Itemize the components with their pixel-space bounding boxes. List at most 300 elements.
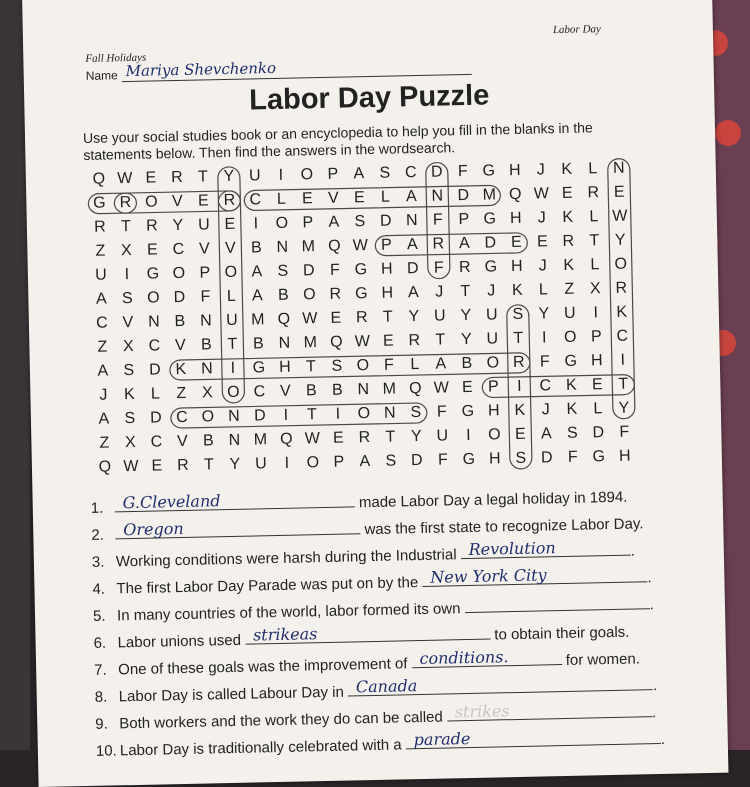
wordsearch-letter[interactable]: O [201, 408, 215, 426]
wordsearch-letter[interactable]: Y [229, 455, 241, 473]
wordsearch-letter[interactable]: G [484, 258, 498, 276]
wordsearch-letter[interactable]: G [483, 210, 497, 228]
wordsearch-letter[interactable]: O [563, 328, 577, 346]
handwritten-answer: parade [413, 729, 471, 750]
wordsearch-letter[interactable]: W [304, 430, 321, 448]
wordsearch-letter[interactable]: P [327, 165, 339, 183]
wordsearch-letter[interactable]: R [587, 184, 600, 202]
wordsearch-letter[interactable]: R [458, 258, 471, 277]
wordsearch-letter[interactable]: K [563, 256, 575, 274]
wordsearch-letter[interactable]: H [508, 161, 521, 180]
wordsearch-letter[interactable]: D [457, 186, 470, 205]
wordsearch-letter[interactable]: F [432, 211, 443, 229]
wordsearch-letter[interactable]: S [410, 403, 422, 422]
wordsearch-letter[interactable]: E [510, 233, 522, 252]
wordsearch-letter[interactable]: N [612, 159, 625, 177]
wordsearch-letter[interactable]: H [590, 352, 603, 370]
wordsearch-letter[interactable]: J [487, 282, 496, 300]
wordsearch-letter[interactable]: P [380, 236, 392, 254]
wordsearch-letter[interactable]: V [198, 240, 210, 258]
handwritten-answer: Canada [355, 676, 418, 697]
wordsearch-letter[interactable]: I [283, 406, 289, 424]
wordsearch-letter[interactable]: F [567, 448, 578, 466]
wordsearch-letter[interactable]: O [144, 193, 158, 211]
wordsearch-letter[interactable]: T [120, 218, 131, 236]
series-label: Fall Holidays [85, 51, 147, 65]
wordsearch-letter[interactable]: Q [92, 170, 106, 188]
question-text: In many countries of the world, labor formed its own [116, 600, 465, 625]
wordsearch-letter[interactable]: W [533, 185, 550, 203]
wordsearch-letter[interactable]: A [251, 263, 263, 281]
wordsearch-letter[interactable]: S [277, 262, 289, 280]
wordsearch-letter[interactable]: T [435, 331, 446, 349]
wordsearch-letter[interactable]: Z [176, 384, 187, 403]
wordsearch-letter[interactable]: M [482, 186, 497, 204]
wordsearch-letter[interactable]: F [539, 353, 550, 371]
wordsearch-letter[interactable]: W [302, 310, 318, 328]
wordsearch-letter[interactable]: B [252, 335, 264, 353]
wordsearch-letter[interactable]: T [460, 282, 471, 301]
wordsearch-letter[interactable]: H [510, 257, 523, 276]
wordsearch-letter[interactable]: L [593, 400, 603, 418]
wordsearch-letter[interactable]: B [331, 381, 343, 399]
wordsearch-letter[interactable]: N [147, 313, 160, 331]
wordsearch-letter[interactable]: C [249, 191, 262, 209]
wordsearch-letter[interactable]: U [486, 330, 499, 348]
wordsearch-letter[interactable]: O [146, 289, 160, 307]
wordsearch-letter[interactable]: F [437, 451, 448, 469]
wordsearch-letter[interactable]: G [482, 162, 496, 180]
wordsearch-letter[interactable]: A [98, 410, 110, 428]
wordsearch-letter[interactable]: W [117, 169, 133, 188]
wordsearch-letter[interactable]: J [541, 401, 551, 419]
wordsearch-letter[interactable]: V [327, 189, 339, 207]
wordsearch-letter[interactable]: V [176, 432, 188, 451]
wordsearch-letter[interactable]: W [612, 207, 628, 225]
question-text: . [630, 542, 636, 560]
wordsearch-letter[interactable]: X [201, 384, 213, 402]
wordsearch-letter[interactable]: H [509, 209, 522, 228]
wordsearch-letter[interactable]: L [226, 287, 237, 305]
wordsearch-letter[interactable]: T [197, 168, 208, 186]
wordsearch-letter[interactable]: I [465, 426, 471, 445]
wordsearch-letter[interactable]: X [589, 280, 601, 298]
wordsearch-letter[interactable]: I [278, 166, 284, 184]
wordsearch-letter[interactable]: U [94, 266, 107, 284]
wordsearch-letter[interactable]: C [616, 327, 629, 345]
wordsearch-letter[interactable]: I [516, 377, 522, 395]
wordsearch-letter[interactable]: E [301, 190, 313, 208]
wordsearch-letter[interactable]: N [200, 360, 213, 378]
wordsearch-letter[interactable]: S [124, 409, 136, 428]
wordsearch-letter[interactable]: G [354, 261, 368, 279]
wordsearch-letter[interactable]: A [353, 165, 365, 183]
wordsearch-letter[interactable]: E [151, 457, 163, 475]
answer-blank[interactable] [411, 648, 561, 668]
wordsearch-letter[interactable]: G [252, 359, 266, 377]
wordsearch-letter[interactable]: F [383, 356, 394, 374]
wordsearch-letter[interactable]: U [485, 306, 498, 324]
wordsearch-letter[interactable]: A [251, 287, 263, 305]
wordsearch-grid [86, 156, 683, 488]
wordsearch-letter[interactable]: R [408, 331, 421, 350]
wordsearch-letter[interactable]: B [202, 432, 214, 450]
wordsearch-letter[interactable]: D [540, 449, 553, 467]
answer-blank[interactable] [115, 490, 355, 512]
wordsearch-letter[interactable]: N [357, 381, 370, 399]
wordsearch-letter[interactable]: D [302, 262, 315, 280]
wordsearch-letter[interactable]: B [305, 382, 317, 400]
wordsearch-letter[interactable]: S [331, 357, 343, 375]
wordsearch-letter[interactable]: E [613, 183, 625, 201]
wordsearch-letter[interactable]: R [329, 285, 342, 303]
wordsearch-letter[interactable]: I [335, 405, 341, 423]
wordsearch-letter[interactable]: Q [98, 458, 112, 476]
wordsearch-letter[interactable]: O [357, 405, 371, 423]
wordsearch-letter[interactable]: Q [279, 430, 293, 448]
question-number: 5. [92, 607, 106, 625]
wordsearch-letter[interactable]: O [226, 383, 240, 402]
wordsearch-letter[interactable]: U [248, 167, 261, 185]
wordsearch-letter[interactable]: T [513, 329, 524, 348]
wordsearch-letter[interactable]: O [302, 286, 316, 304]
question-text: Labor Day is called Labour Day in [118, 683, 349, 706]
answer-blank[interactable] [406, 727, 661, 749]
wordsearch-letter[interactable]: S [354, 213, 366, 231]
wordsearch-letter[interactable]: V [171, 192, 183, 211]
wordsearch-letter[interactable]: I [253, 215, 259, 233]
wordsearch-letter[interactable]: F [436, 403, 447, 421]
wordsearch-letter[interactable]: C [539, 377, 552, 395]
wordsearch-letter[interactable]: R [355, 309, 368, 327]
wordsearch-letter[interactable]: W [354, 333, 371, 351]
wordsearch-letter[interactable]: A [328, 213, 340, 231]
wordsearch-letter[interactable]: Y [460, 330, 472, 349]
wordsearch-letter[interactable]: I [593, 304, 599, 322]
wordsearch-letter[interactable]: Y [172, 216, 184, 235]
wordsearch-letter[interactable]: B [250, 239, 262, 257]
wordsearch-letter[interactable]: K [123, 385, 135, 404]
wordsearch-letter[interactable]: R [615, 279, 628, 297]
wordsearch-letter[interactable]: C [150, 433, 163, 451]
wordsearch-letter[interactable]: V [122, 313, 134, 332]
wordsearch-letter[interactable]: W [352, 237, 369, 255]
wordsearch-letter[interactable]: T [305, 358, 316, 376]
wordsearch-letter[interactable]: L [538, 281, 548, 299]
pencil-circle [114, 193, 136, 213]
wordsearch-letter[interactable]: G [461, 402, 475, 421]
wordsearch-letter[interactable]: R [93, 218, 106, 236]
wordsearch-letter[interactable]: D [379, 212, 392, 230]
wordsearch-letter[interactable]: G [146, 265, 160, 283]
wordsearch-letter[interactable]: R [223, 191, 236, 210]
wordsearch-letter[interactable]: Z [95, 242, 106, 260]
wordsearch-letter[interactable]: D [253, 407, 266, 425]
wordsearch-letter[interactable]: R [170, 168, 183, 187]
wordsearch-letter[interactable]: R [562, 232, 575, 250]
wordsearch-letter[interactable]: A [359, 453, 371, 471]
wordsearch-letter[interactable]: E [536, 233, 548, 251]
wordsearch-letter[interactable]: T [385, 428, 396, 446]
wordsearch-letter[interactable]: A [405, 188, 417, 206]
wordsearch-letter[interactable]: J [536, 161, 545, 179]
wordsearch-letter[interactable]: Z [97, 338, 108, 356]
wordsearch-letter[interactable]: C [175, 408, 188, 427]
wordsearch-letter[interactable]: P [333, 453, 345, 471]
wordsearch-letter[interactable]: J [435, 283, 444, 301]
question-number: 3. [91, 553, 105, 571]
wordsearch-letter[interactable]: N [276, 238, 289, 256]
wordsearch-letter[interactable]: D [149, 409, 162, 427]
wordsearch-letter[interactable]: Z [99, 434, 110, 452]
wordsearch-letter[interactable]: L [589, 208, 599, 226]
wordsearch-letter[interactable]: Y [408, 307, 420, 326]
wordsearch-letter[interactable]: E [332, 429, 344, 447]
wordsearch-letter[interactable]: K [514, 401, 526, 420]
question-text: was the first state to recognize Labor Day. [360, 515, 644, 539]
question-text: for women. [561, 650, 641, 670]
wordsearch-letter[interactable]: U [436, 427, 449, 445]
wordsearch-letter[interactable]: X [122, 337, 134, 356]
wordsearch-letter[interactable]: E [224, 215, 236, 234]
wordsearch-letter[interactable]: A [407, 283, 419, 302]
wordsearch-letter[interactable]: U [197, 216, 210, 234]
wordsearch-letter[interactable]: R [432, 235, 445, 253]
wordsearch-letter[interactable]: R [145, 217, 158, 235]
wordsearch-letter[interactable]: L [380, 188, 390, 206]
wordsearch-letter[interactable]: M [382, 380, 397, 398]
wordsearch-letter[interactable]: K [566, 400, 578, 418]
wordsearch-letter[interactable]: G [354, 285, 368, 303]
wordsearch-letter[interactable]: N [431, 187, 444, 205]
wordsearch-letter[interactable]: Q [329, 333, 343, 351]
wordsearch-letter[interactable]: I [284, 454, 290, 472]
wordsearch-letter[interactable]: Y [618, 399, 630, 417]
wordsearch-letter[interactable]: I [124, 266, 130, 284]
wordsearch-letter[interactable]: Y [538, 305, 550, 323]
wordsearch-letter[interactable]: A [406, 235, 418, 254]
wordsearch-letter[interactable]: R [119, 193, 132, 212]
wordsearch-letter[interactable]: A [95, 290, 107, 308]
wordsearch-letter[interactable]: L [150, 385, 161, 403]
wordsearch-letter[interactable]: X [120, 241, 132, 260]
wordsearch-letter[interactable]: I [620, 351, 626, 369]
wordsearch-letter[interactable]: H [488, 450, 501, 468]
wordsearch-letter[interactable]: P [590, 328, 602, 346]
wordsearch-letter[interactable]: T [306, 406, 317, 424]
wordsearch-letter[interactable]: G [462, 450, 476, 469]
answer-blank[interactable] [348, 673, 653, 696]
wordsearch-letter[interactable]: E [591, 376, 603, 394]
wordsearch-letter[interactable]: E [330, 309, 342, 327]
wordsearch-letter[interactable]: W [433, 379, 450, 397]
answer-blank[interactable] [447, 700, 652, 721]
wordsearch-letter[interactable]: K [511, 281, 523, 300]
wordsearch-letter[interactable]: D [406, 259, 419, 278]
wordsearch-letter[interactable]: E [353, 189, 365, 207]
wordsearch-letter[interactable]: L [590, 256, 600, 274]
wordsearch-letter[interactable]: O [300, 166, 314, 184]
wordsearch-letter[interactable]: L [588, 160, 598, 178]
wordsearch-letter[interactable]: G [564, 352, 578, 370]
wordsearch-letter[interactable]: N [383, 404, 396, 422]
question-text: Working conditions were harsh during the Industrial [115, 546, 461, 571]
wordsearch-letter[interactable]: H [381, 284, 394, 302]
wordsearch-letter[interactable]: Z [564, 280, 575, 298]
wordsearch-letter[interactable]: Q [408, 379, 422, 398]
wordsearch-letter[interactable]: O [486, 354, 500, 372]
wordsearch-letter[interactable]: E [461, 378, 473, 397]
wordsearch-letter[interactable]: E [145, 169, 157, 187]
wordsearch-letter[interactable]: H [618, 447, 631, 465]
wordsearch-letter[interactable]: J [99, 386, 108, 404]
wordsearch-letter[interactable]: O [172, 264, 186, 283]
answer-blank[interactable] [460, 539, 630, 560]
wordsearch-letter[interactable]: D [173, 288, 186, 307]
wordsearch-letter[interactable]: V [279, 382, 291, 400]
wordsearch-letter[interactable]: W [123, 457, 139, 476]
wordsearch-letter[interactable]: P [487, 378, 499, 396]
wordsearch-letter[interactable]: O [275, 214, 289, 232]
wordsearch-letter[interactable]: U [225, 311, 238, 330]
wordsearch-letter[interactable]: S [385, 452, 397, 470]
wordsearch-letter[interactable]: K [175, 360, 187, 379]
wordsearch-letter[interactable]: M [303, 334, 318, 352]
wordsearch-letter[interactable]: C [253, 383, 266, 401]
wordsearch-letter[interactable]: E [197, 192, 209, 210]
wordsearch-letter[interactable]: A [97, 362, 109, 380]
wordsearch-letter[interactable]: O [306, 454, 320, 472]
wordsearch-letter[interactable]: H [380, 260, 393, 278]
wordsearch-letter[interactable]: B [461, 354, 473, 373]
wordsearch-letter[interactable]: F [457, 162, 468, 181]
wordsearch-letter[interactable]: F [200, 288, 211, 306]
answer-blank[interactable] [422, 565, 647, 587]
background-dot [715, 120, 741, 146]
wordsearch-letter[interactable]: P [458, 210, 470, 229]
wordsearch-letter[interactable]: C [172, 240, 185, 259]
wordsearch-letter[interactable]: T [589, 232, 600, 250]
wordsearch-letter[interactable]: C [95, 314, 108, 332]
question-number: 10. [95, 742, 117, 760]
wordsearch-letter[interactable]: F [433, 259, 444, 277]
wordsearch-letter[interactable]: H [487, 402, 500, 420]
wordsearch-letter[interactable]: O [356, 357, 370, 375]
wordsearch-letter[interactable]: C [404, 164, 417, 182]
wordsearch-letter[interactable]: A [435, 355, 447, 373]
wordsearch-letter[interactable]: D [430, 163, 443, 181]
wordsearch-letter[interactable]: D [410, 451, 423, 470]
wordsearch-letter[interactable]: P [199, 264, 211, 282]
wordsearch-letter[interactable]: L [410, 355, 420, 374]
wordsearch-letter[interactable]: M [301, 238, 316, 256]
wordsearch-letter[interactable]: J [537, 209, 546, 227]
wordsearch-letter[interactable]: M [253, 431, 268, 449]
wordsearch-letter[interactable]: H [278, 358, 291, 376]
wordsearch-letter[interactable]: V [224, 239, 236, 258]
wordsearch-letter[interactable]: I [541, 329, 547, 347]
wordsearch-letter[interactable]: K [565, 376, 577, 394]
wordsearch-letter[interactable]: R [176, 456, 189, 475]
wordsearch-letter[interactable]: C [148, 337, 161, 355]
wordsearch-letter[interactable]: X [124, 433, 136, 452]
wordsearch-letter[interactable]: S [121, 289, 133, 308]
question-text: Both workers and the work they do can be called [119, 708, 448, 733]
wordsearch-letter[interactable]: T [382, 308, 393, 326]
wordsearch-letter[interactable]: E [146, 241, 158, 259]
wordsearch-letter[interactable]: N [228, 431, 241, 449]
wordsearch-letter[interactable]: K [616, 303, 628, 321]
wordsearch-letter[interactable]: A [540, 425, 552, 443]
wordsearch-letter[interactable]: F [619, 423, 630, 441]
wordsearch-letter[interactable]: L [276, 190, 286, 208]
wordsearch-letter[interactable]: U [563, 304, 576, 322]
wordsearch-letter[interactable]: O [614, 255, 628, 273]
wordsearch-letter[interactable]: B [200, 336, 212, 354]
wordsearch-letter[interactable]: S [512, 305, 524, 324]
wordsearch-letter[interactable]: T [618, 375, 629, 393]
wordsearch-letter[interactable]: Y [223, 167, 235, 186]
wordsearch-letter[interactable]: Y [614, 231, 626, 249]
wordsearch-letter[interactable]: R [512, 353, 525, 372]
wordsearch-letter[interactable]: Y [460, 306, 472, 325]
wordsearch-letter[interactable]: N [227, 407, 240, 426]
wordsearch-letter[interactable]: M [251, 311, 265, 329]
wordsearch-letter[interactable]: G [592, 448, 606, 466]
wordsearch-letter[interactable]: I [230, 359, 236, 377]
answer-blank[interactable] [245, 623, 490, 645]
wordsearch-letter[interactable]: N [199, 312, 212, 330]
wordsearch-letter[interactable]: G [92, 194, 106, 212]
wordsearch-letter[interactable]: U [254, 455, 267, 473]
wordsearch-letter[interactable]: N [405, 211, 418, 230]
wordsearch-letter[interactable]: A [458, 234, 470, 253]
wordsearch-letter[interactable]: K [561, 160, 573, 178]
wordsearch-letter[interactable]: K [562, 208, 574, 226]
wordsearch-letter[interactable]: B [174, 312, 186, 331]
wordsearch-letter[interactable]: E [514, 425, 526, 443]
wordsearch-letter[interactable]: J [538, 257, 547, 275]
wordsearch-letter[interactable]: S [379, 164, 391, 182]
wordsearch-letter[interactable]: D [148, 361, 161, 379]
wordsearch-letter[interactable]: R [358, 429, 371, 447]
wordsearch-letter[interactable]: Q [508, 185, 522, 204]
question-list [91, 483, 717, 766]
wordsearch-letter[interactable]: S [515, 449, 527, 467]
wordsearch-letter[interactable]: O [487, 426, 501, 444]
wordsearch-letter[interactable]: N [278, 334, 291, 352]
wordsearch-letter[interactable]: U [433, 307, 446, 325]
wordsearch-letter[interactable]: Q [327, 237, 341, 255]
wordsearch-letter[interactable]: S [566, 424, 578, 442]
wordsearch-letter[interactable]: D [592, 424, 605, 442]
wordsearch-letter[interactable]: D [484, 234, 497, 252]
wordsearch-letter[interactable]: O [224, 263, 238, 282]
wordsearch-letter[interactable]: P [302, 214, 314, 232]
answer-blank[interactable] [115, 517, 360, 539]
wordsearch-letter[interactable]: T [227, 335, 238, 353]
wordsearch-letter[interactable]: S [123, 361, 135, 380]
wordsearch-letter[interactable]: Q [277, 310, 291, 328]
wordsearch-letter[interactable]: T [203, 456, 214, 474]
wordsearch-letter[interactable]: B [277, 286, 289, 304]
wordsearch-letter[interactable]: E [561, 184, 573, 202]
answer-blank[interactable] [464, 592, 649, 613]
wordsearch-letter[interactable]: F [329, 261, 340, 279]
wordsearch-letter[interactable]: V [174, 336, 186, 355]
wordsearch-letter[interactable]: E [382, 332, 394, 350]
wordsearch-letter[interactable]: Y [410, 427, 422, 446]
